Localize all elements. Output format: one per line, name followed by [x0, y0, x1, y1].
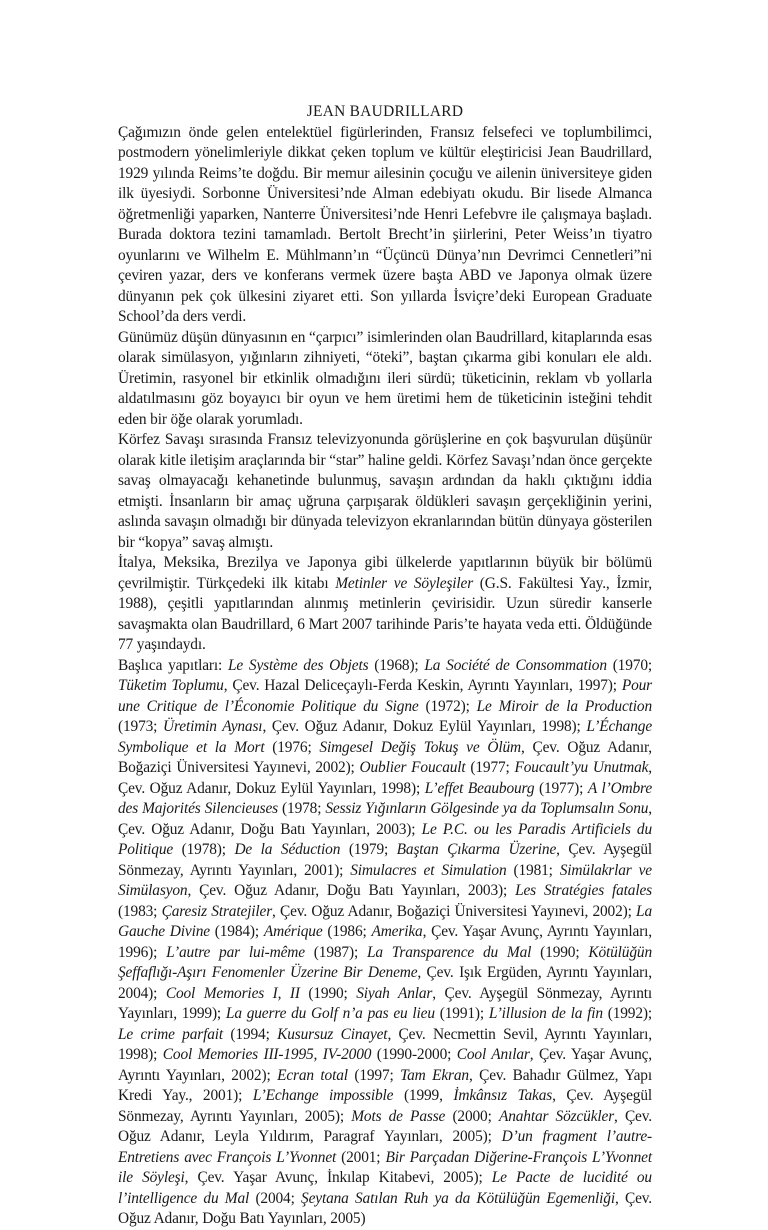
work-title: Cool Memories I, II [165, 984, 300, 1002]
work-text: , Çev. Bahadır Gülmez, Yapı Kredi Yay., 2001); [118, 1066, 652, 1104]
work-text: (1978; [278, 800, 326, 817]
work-text: , Çev. Hazal Deliceçaylı-Ferda Keskin, Ayrıntı Yayınları, 1997); [223, 677, 622, 694]
work-title: La Gauche Divine [118, 902, 652, 940]
work-title: Ecran total [277, 1066, 348, 1084]
work-title: Pour une Critique de l’Économie Politique du Signe [118, 677, 653, 715]
work-text: (1986; [322, 923, 372, 940]
work-text: (1973; [118, 718, 164, 735]
work-title: Le Pacte de lucidité ou l’intelligence du Mal [118, 1169, 652, 1207]
work-text: (1987); [304, 943, 367, 961]
work-text: , Çev. Ayşegül Sönmezay, Ayrıntı Yayınları, 2001); [118, 841, 653, 879]
work-title: Les Stratégies fatales [515, 882, 652, 899]
work-title: Baştan Çıkarma Üzerine [396, 841, 557, 858]
work-title: Le P.C. ou les Paradis Artificiels du Politique [118, 820, 653, 858]
work-text: (1978); [173, 841, 235, 858]
work-text: (1976; [264, 738, 320, 756]
work-title: Oublier Foucault [359, 759, 466, 776]
work-title: Foucault’yu Unutmak [514, 759, 649, 776]
work-text: , Çev. Işık Ergüden, Ayrıntı Yayınları, 2004); [118, 964, 652, 1002]
work-title: Sessiz Yığınların Gölgesinde ya da Toplumsalın Sonu [325, 800, 649, 817]
work-title: Şeytana Satılan Ruh ya da Kötülüğün Egemenliği [301, 1189, 615, 1207]
work-text: , Çev. Yaşar Avunç, İnkılap Kitabevi, 2005); [184, 1169, 492, 1186]
bio-paragraph-4-text-b: (G.S. Fakültesi Yay., İzmir, 1988), çeşitli yapıtlarından alınmış metinlerin çevirisidir. Uzun süredir kanserle savaşmakta olan Baudrillard, 6 Mart 2007 tarihinde Paris’te hayata veda etti. Öldüğünde 77 yaşındaydı. [118, 574, 652, 653]
work-text: (2001; [336, 1148, 386, 1166]
work-text: Başlıca yapıtları: [118, 656, 228, 674]
work-text: (2004; [249, 1189, 302, 1207]
bio-paragraph-3: Körfez Savaşı sırasında Fransız televizyonunda görüşlerine en çok başvurulan düşünür olarak kitle iletişim araçlarında bir “star” haline geldi. Körfez Savaşı’ndan önce gerçekte savaş olmayacağı kehanetinde bulunmuş, savaşın ardından da haklı çıktığını iddia etmişti. İnsanların bir amaç uğruna çarpışarak öldükleri savaşın gerçekliğinin yerini, aslında savaşın olmadığı bir dünyada televizyon ekranlarından bütün dünyaya gösterilen bir “kopya” savaş almıştı. [118, 431, 652, 551]
work-text: , Çev. Necmettin Sevil, Ayrıntı Yayınları, 1998); [118, 1025, 652, 1063]
work-text: (1970; [606, 656, 652, 674]
work-text: (2000; [445, 1107, 499, 1125]
work-title: Simulacres et Simulation [350, 861, 507, 879]
work-text: (1979; [340, 841, 397, 858]
work-text: , Çev. Oğuz Adanır, Boğaziçi Üniversitesi Yayınevi, 2002); [272, 902, 637, 920]
work-text: (1981; [506, 861, 560, 879]
work-title: Le crime parfait [118, 1025, 224, 1043]
work-title: L’effet Beaubourg [424, 779, 535, 797]
work-text: , Çev. Oğuz Adanır, Doğu Batı Yayınları, 2003); [187, 882, 516, 899]
work-text: (1994; [223, 1025, 278, 1043]
work-text: , Çev. Oğuz Adanır, Boğaziçi Üniversitesi Yayınevi, 2002); [118, 738, 652, 776]
work-title: Bir Parçadan Diğerine-François L’Yvonnet ile Söyleşi [118, 1148, 652, 1186]
work-title: Çaresiz Stratejiler [161, 902, 273, 920]
work-title: L’Echange impossible [252, 1087, 394, 1104]
work-text: (1984); [209, 923, 264, 940]
work-title: La Société de Consommation [424, 656, 607, 674]
work-text: , Çev. Oğuz Adanır, Dokuz Eylül Yayınları, 1998); [118, 759, 652, 797]
bio-paragraph-1: Çağımızın önde gelen entelektüel figürlerinden, Fransız felsefeci ve toplumbilimci, postmodern yönelimleriyle dikkat çeken toplum ve kültür eleştiricisi Jean Baudrillard, 1929 yılında Reims’te doğdu. Bir memur ailesinin çocuğu ve ailenin üniversiteye giden ilk üyesiydi. Sorbonne Üniversitesi’nde Alman edebiyatı okudu. Bir lisede Almanca öğretmenliği yaparken, Nanterre Üniversitesi’nde Henri Lefebvre ile çalışmaya başladı. Burada doktora tezini tamamladı. Bertolt Brecht’in şiirlerini, Peter Weiss’ın tiyatro oyunlarını ve Wilhelm E. Mühlmann’ın “Üçüncü Dünya’nın Devrimci Cennetleri”ni çeviren yazar, ders ve konferans vermek üzere başta ABD ve Japonya olmak üzere dünyanın pek çok ülkesini ziyaret etti. Son yıllarda İsviçre’deki European Graduate School’da ders verdi. [118, 123, 652, 325]
work-title: Simülakrlar ve Simülasyon [118, 861, 652, 899]
work-text: (1990; [531, 943, 589, 961]
work-title: Kusursuz Cinayet [277, 1025, 388, 1043]
bio-paragraph-4 [118, 553, 652, 656]
work-text: (1992); [602, 1005, 652, 1022]
work-text: (1977); [534, 779, 588, 797]
work-title: Anahtar Sözcükler [498, 1107, 615, 1125]
work-title: De la Séduction [234, 841, 341, 858]
work-title: Le Miroir de la Production [476, 697, 652, 715]
work-title: Simgesel Değiş Tokuş ve Ölüm [319, 738, 521, 756]
page-body [118, 102, 652, 1230]
work-text: , Çev. Oğuz Adanır, Dokuz Eylül Yayınları, 1998); [262, 718, 587, 735]
bio-paragraph-4-text-a: İtalya, Meksika, Brezilya ve Japonya gibi ülkelerde yapıtlarının büyük bir bölümü çevrilmiştir. Türkçedeki ilk kitabı [118, 554, 652, 592]
work-title: Amérique [263, 923, 323, 940]
work-text: (1991); [434, 1005, 489, 1022]
work-text: , Çev. Ayşegül Sönmezay, Ayrıntı Yayınları, 1999); [118, 984, 652, 1022]
work-text: (1999, [393, 1087, 454, 1104]
work-title: Cool Anılar [456, 1046, 530, 1063]
work-text: , Çev. Ayşegül Sönmezay, Ayrıntı Yayınları, 2005); [118, 1087, 652, 1125]
work-text: , Çev. Yaşar Avunç, Ayrıntı Yayınları, 2002); [118, 1046, 653, 1084]
work-text: (1983; [118, 902, 162, 920]
work-text: (1972); [418, 697, 477, 715]
work-title: La guerre du Golf n’a pas eu lieu [225, 1005, 435, 1022]
work-title: L’Échange Symbolique et la Mort [118, 718, 652, 756]
work-title: L’autre par lui-même [166, 943, 305, 961]
work-title: Siyah Anlar [356, 984, 433, 1002]
work-text: (1990; [299, 984, 357, 1002]
work-text: , Çev. Oğuz Adanır, Doğu Batı Yayınları, 2005) [118, 1189, 653, 1227]
work-text: (1977; [465, 759, 515, 776]
work-text: , Çev. Yaşar Avunç, Ayrıntı Yayınları, 1996); [118, 923, 652, 961]
book-title: Metinler ve Söyleşiler [335, 574, 474, 592]
work-title: Tüketim Toplumu [118, 677, 224, 694]
work-title: Kötülüğün Şeffaflığı-Aşırı Fenomenler Üzerine Bir Deneme [118, 943, 652, 981]
work-title: Mots de Passe [351, 1107, 446, 1125]
work-title: Amerika [371, 923, 423, 940]
work-text: , Çev. Oğuz Adanır, Doğu Batı Yayınları, 2003); [118, 800, 652, 838]
work-text: (1968); [368, 656, 425, 674]
work-title: L’illusion de la fin [488, 1005, 603, 1022]
work-title: La Transparence du Mal [366, 943, 532, 961]
work-title: Cool Memories III-1995, IV-2000 [162, 1046, 372, 1063]
work-title: Tam Ekran [400, 1066, 469, 1084]
work-text: , Çev. Oğuz Adanır, Leyla Yıldırım, Paragraf Yayınları, 2005); [118, 1107, 652, 1145]
work-title: İmkânsız Takas [453, 1087, 553, 1104]
work-text: (1997; [347, 1066, 401, 1084]
work-text: (1990-2000; [371, 1046, 457, 1063]
works-list [118, 656, 652, 1230]
page-title: JEAN BAUDRILLARD [306, 103, 464, 120]
work-title: Üretimin Aynası [163, 718, 263, 735]
work-title: A l’Ombre des Majorités Silencieuses [118, 779, 652, 817]
work-title: Le Système des Objets [227, 656, 369, 674]
work-title: D’un fragment l’autre-Entretiens avec François L’Yvonnet [118, 1128, 652, 1166]
bio-paragraph-2: Günümüz düşün dünyasının en “çarpıcı” isimlerinden olan Baudrillard, kitaplarında esas olarak simülasyon, yığınların zihniyeti, “öteki”, baştan çıkarma gibi konuları ele aldı. Üretimin, rasyonel bir etkinlik olmadığını ileri sürdü; tüketicinin, reklam vb yollarla aldatılmasını göz boyayıcı bir oyun ve hem üretimi hem de tüketicinin isteğini tehdit eden bir öğe olarak yorumladı. [118, 328, 652, 428]
